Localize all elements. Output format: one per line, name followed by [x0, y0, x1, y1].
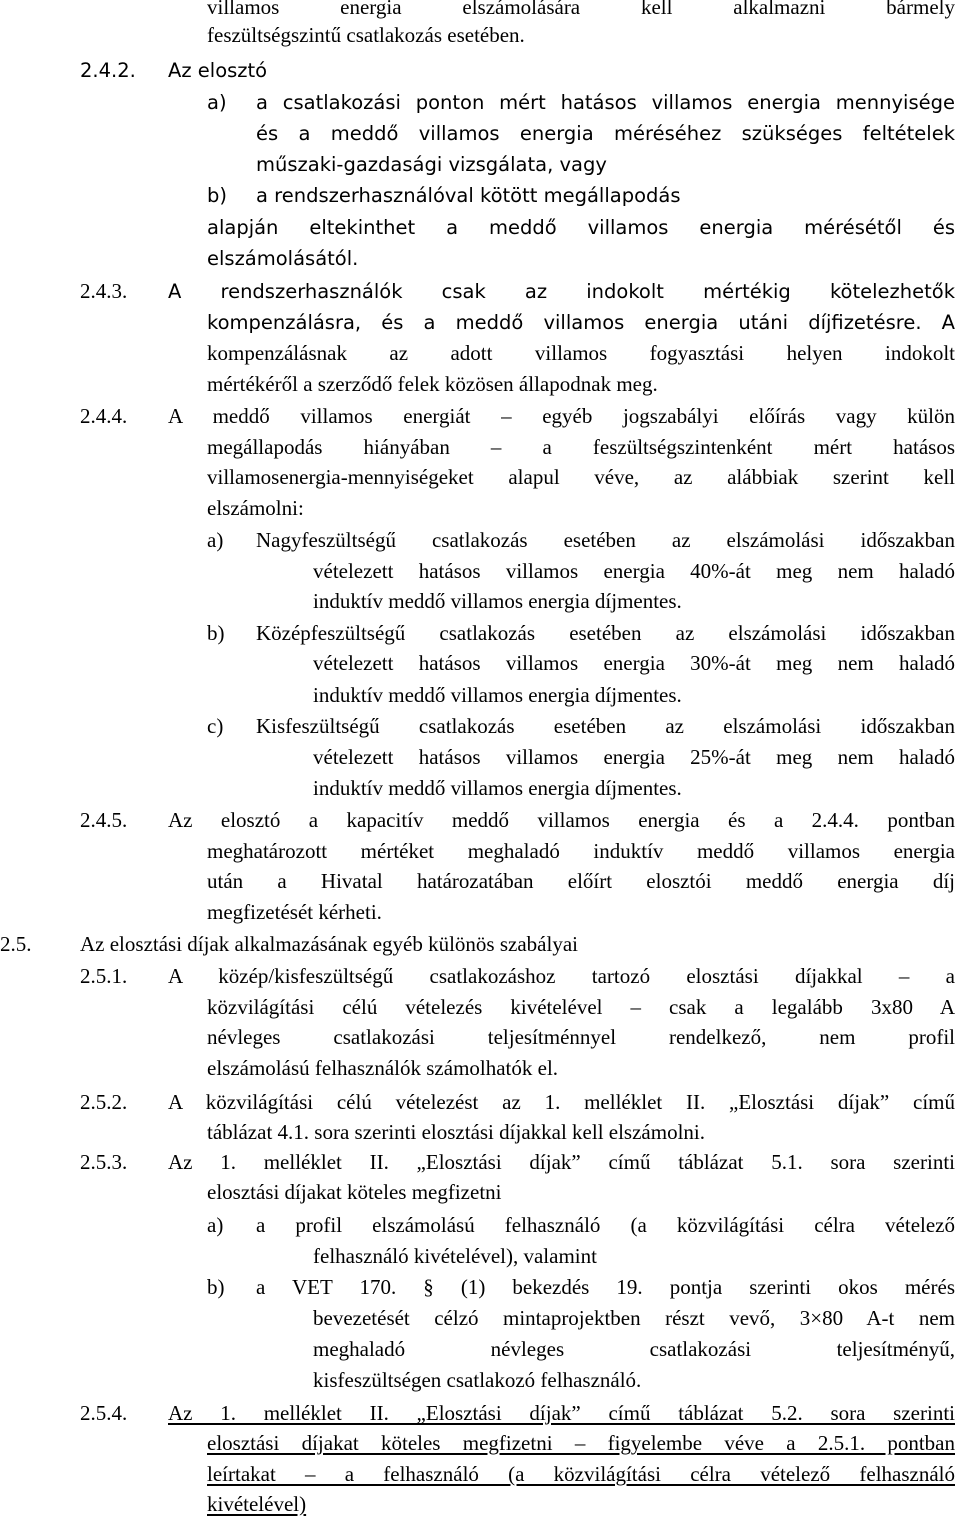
text-line: elosztási díjakat köteles megfizetni – figyelembe véve a 2.5.1. pontban [207, 1431, 955, 1455]
text-line: Az elosztó a kapacitív meddő villamos energia és a 2.4.4. pontban [168, 808, 955, 832]
text-line: induktív meddő villamos energia díjmentes. [313, 776, 682, 800]
text-line: Középfeszültségű csatlakozás esetében az elszámolási időszakban [256, 621, 955, 645]
text-line: vételezett hatásos villamos energia 30%-át meg nem haladó [313, 651, 955, 675]
text-line: megfizetését kérheti. [207, 900, 382, 924]
text-line: elosztási díjakat köteles megfizetni [207, 1180, 502, 1204]
text-line: a VET 170. § (1) bekezdés 19. pontja szerinti okos mérés [256, 1275, 955, 1299]
text-line: elszámolású felhasználók számolhatók el. [207, 1056, 559, 1080]
text-line: villamosenergia-mennyiségeket alapul véve, az alábbiak szerint kell [207, 465, 955, 489]
text-line: Az elosztó [168, 59, 268, 82]
text-line: a csatlakozási ponton mért hatásos villamos energia mennyisége [256, 91, 955, 114]
item-number: 2.5.3. [80, 1150, 128, 1174]
text-line: Az 1. melléklet II. „Elosztási díjak” című táblázat 5.2. sora szerinti [168, 1401, 955, 1425]
text-line: induktív meddő villamos energia díjmentes. [313, 589, 682, 613]
item-number: a) [207, 1213, 224, 1237]
item-number: 2.5.1. [80, 964, 128, 988]
text-line: után a Hivatal határozatában előírt elosztói meddő energia díj [207, 869, 955, 893]
text-line: kompenzálásra, és a meddő villamos energia utáni díjfizetésre. A [207, 311, 955, 334]
text-line: névleges csatlakozási teljesítménnyel rendelkező, nem profil [207, 1025, 955, 1049]
text-line: Az 1. melléklet II. „Elosztási díjak” című táblázat 5.1. sora szerinti [168, 1150, 955, 1174]
text-line: vételezett hatásos villamos energia 40%-át meg nem haladó [313, 559, 955, 583]
text-line: A meddő villamos energiát – egyéb jogszabályi előírás vagy külön [168, 404, 955, 428]
text-line: Nagyfeszültségű csatlakozás esetében az elszámolási időszakban [256, 528, 955, 552]
item-number: 2.4.2. [80, 59, 136, 82]
text-line: alapján eltekinthet a meddő villamos energia mérésétől és [207, 216, 955, 239]
text-line: A közvilágítási célú vételezést az 1. melléklet II. „Elosztási díjak” című [168, 1090, 955, 1114]
text-line: villamos energia elszámolására kell alkalmazni bármely [207, 0, 955, 19]
item-number: a) [207, 91, 227, 114]
item-number: 2.5.2. [80, 1090, 128, 1114]
item-number: 2.5.4. [80, 1401, 128, 1425]
text-line: kisfeszültségen csatlakozó felhasználó. [313, 1368, 642, 1392]
text-line: táblázat 4.1. sora szerinti elosztási díjakkal kell elszámolni. [207, 1120, 706, 1144]
text-line: Kisfeszültségű csatlakozás esetében az elszámolási időszakban [256, 714, 955, 738]
text-line: A rendszerhasználók csak az indokolt mértékig kötelezhetők [168, 280, 955, 303]
text-line: mértékéről a szerződő felek közösen állapodnak meg. [207, 372, 658, 396]
item-number: 2.4.5. [80, 808, 128, 832]
item-number: 2.4.4. [80, 404, 128, 428]
item-number: b) [207, 621, 225, 645]
text-line: meghaladó névleges csatlakozási teljesítményű, [313, 1337, 955, 1361]
text-line: elszámolni: [207, 496, 304, 520]
text-line: feszültségszintű csatlakozás esetében. [207, 23, 525, 47]
text-line: felhasználó kivételével), valamint [313, 1244, 597, 1268]
text-line: megállapodás hiányában – a feszültségszintenként mért hatásos [207, 435, 955, 459]
text-line: bevezetését célzó mintaprojektben részt vevő, 3×80 A-t nem [313, 1306, 955, 1330]
item-number: b) [207, 184, 227, 207]
text-line: a profil elszámolású felhasználó (a közvilágítási célra vételező [256, 1213, 955, 1237]
text-line: műszaki-gazdasági vizsgálata, vagy [256, 153, 607, 176]
text-line: közvilágítási célú vételezés kivételével – csak a legalább 3x80 A [207, 995, 955, 1019]
item-number: 2.4.3. [80, 279, 128, 303]
item-number: b) [207, 1275, 225, 1299]
text-line: induktív meddő villamos energia díjmentes. [313, 683, 682, 707]
text-line: vételezett hatásos villamos energia 25%-át meg nem haladó [313, 745, 955, 769]
text-line: A közép/kisfeszültségű csatlakozáshoz tartozó elosztási díjakkal – a [168, 964, 955, 988]
text-line: a rendszerhasználóval kötött megállapodás [256, 184, 681, 207]
text-line: és a meddő villamos energia méréséhez szükséges feltételek [256, 122, 955, 145]
item-number: 2.5. [0, 932, 32, 956]
text-line: Az elosztási díjak alkalmazásának egyéb különös szabályai [80, 932, 578, 956]
text-line: kompenzálásnak az adott villamos fogyasztási helyen indokolt [207, 341, 955, 365]
text-line: leírtakat – a felhasználó (a közvilágítási célra vételező felhasználó [207, 1462, 955, 1486]
item-number: a) [207, 528, 224, 552]
item-number: c) [207, 714, 224, 738]
text-line: elszámolásától. [207, 247, 359, 270]
text-line: meghatározott mértéket meghaladó induktív meddő villamos energia [207, 839, 955, 863]
text-line: kivételével) [207, 1492, 307, 1516]
